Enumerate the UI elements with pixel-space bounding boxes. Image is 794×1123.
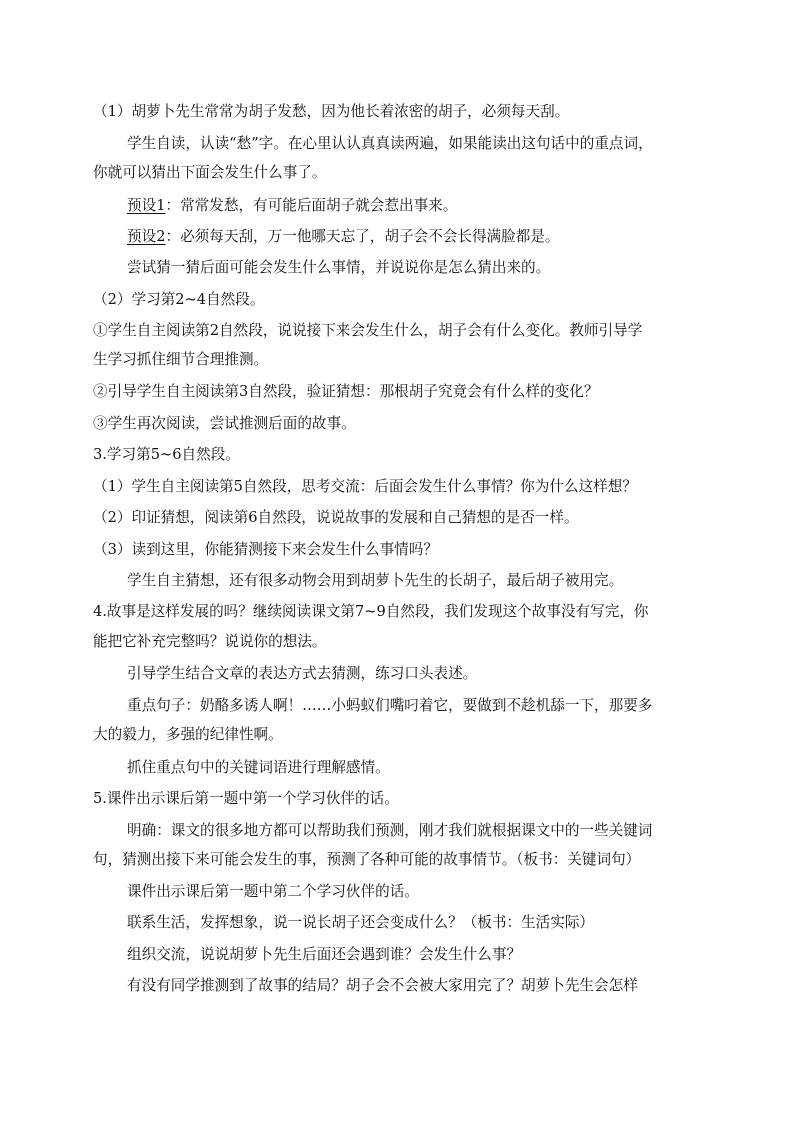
para-ending: 有没有同学推测到了故事的结局？胡子会不会被大家用完了？胡萝卜先生会怎样	[127, 977, 638, 994]
para-discuss: 组织交流，说说胡萝卜先生后面还会遇到谁？会发生什么事？	[127, 946, 522, 963]
para-circle-1-cont: 生学习抓住细节合理推测。	[93, 351, 269, 368]
para-circle-2: ②引导学生自主阅读第3自然段，验证猜想：那根胡子究竟会有什么样的变化？	[93, 383, 599, 400]
para-self-read-cont: 你就可以猜出下面会发生什么事了。	[93, 164, 327, 181]
section-5-heading: 5.课件出示课后第一题中第一个学习伙伴的话。	[93, 790, 399, 807]
preset-1-label: 预设1	[127, 197, 166, 214]
para-clarify: 明确：课文的很多地方都可以帮助我们预测，刚才我们就根据课文中的一些关键词	[127, 822, 653, 839]
section-4-heading-cont: 能把它补充完整吗？说说你的想法。	[93, 633, 327, 650]
preset-1	[127, 196, 709, 216]
preset-1-text: ：常常发愁，有可能后面胡子就会惹出事来。	[165, 197, 458, 214]
para-1-heading: （1）胡萝卜先生常常为胡子发愁，因为他长着浓密的胡子，必须每天刮。	[93, 103, 570, 120]
para-key-sentence-cont: 大的毅力，多强的纪律性啊。	[93, 726, 283, 743]
section-3-item-2: （2）印证猜想，阅读第6自然段，说说故事的发展和自己猜想的是否一样。	[93, 509, 579, 526]
para-key-sentence: 重点句子：奶酪多诱人啊！……小蚂蚁们嘴叼着它，要做到不趁机舔一下，那要多	[127, 697, 653, 714]
section-3-item-3: （3）读到这里，你能猜测接下来会发生什么事情吗？	[93, 541, 438, 558]
section-3-heading: 3.学习第5~6自然段。	[93, 446, 240, 463]
para-imagine: 联系生活，发挥想象，说一说长胡子还会变成什么？（板书：生活实际）	[127, 914, 595, 931]
para-circle-3: ③学生再次阅读，尝试推测后面的故事。	[93, 415, 356, 432]
section-3-item-1: （1）学生自主阅读第5自然段，思考交流：后面会发生什么事情？你为什么这样想？	[93, 478, 637, 495]
para-2-heading: （2）学习第2~4自然段。	[93, 291, 265, 308]
para-circle-1: ①学生自主阅读第2自然段，说说接下来会发生什么，胡子会有什么变化。教师引导学	[93, 322, 643, 339]
para-self-read: 学生自读，认读“愁”字。在心里认认真真读两遍，如果能读出这句话中的重点词，	[127, 135, 653, 152]
para-guess: 尝试猜一猜后面可能会发生什么事情，并说说你是怎么猜出来的。	[127, 259, 551, 276]
preset-2-label: 预设2	[127, 228, 166, 245]
para-clarify-cont: 句，猜测出接下来可能会发生的事，预测了各种可能的故事情节。（板书：关键词句）	[93, 851, 641, 868]
para-second-partner: 课件出示课后第一题中第二个学习伙伴的话。	[127, 883, 419, 900]
section-4-heading: 4.故事是这样发展的吗？继续阅读课文第7~9自然段，我们发现这个故事没有写完，你	[93, 603, 649, 620]
para-guide: 引导学生结合文章的表达方式去猜测，练习口头表述。	[127, 665, 478, 682]
preset-2	[127, 227, 709, 247]
para-key-words: 抓住重点句中的关键词语进行理解感情。	[127, 759, 390, 776]
preset-2-text: ：必须每天刮，万一他哪天忘了，胡子会不会长得满脸都是。	[165, 228, 560, 245]
para-student-guess: 学生自主猜想，还有很多动物会用到胡萝卜先生的长胡子，最后胡子被用完。	[127, 572, 624, 589]
